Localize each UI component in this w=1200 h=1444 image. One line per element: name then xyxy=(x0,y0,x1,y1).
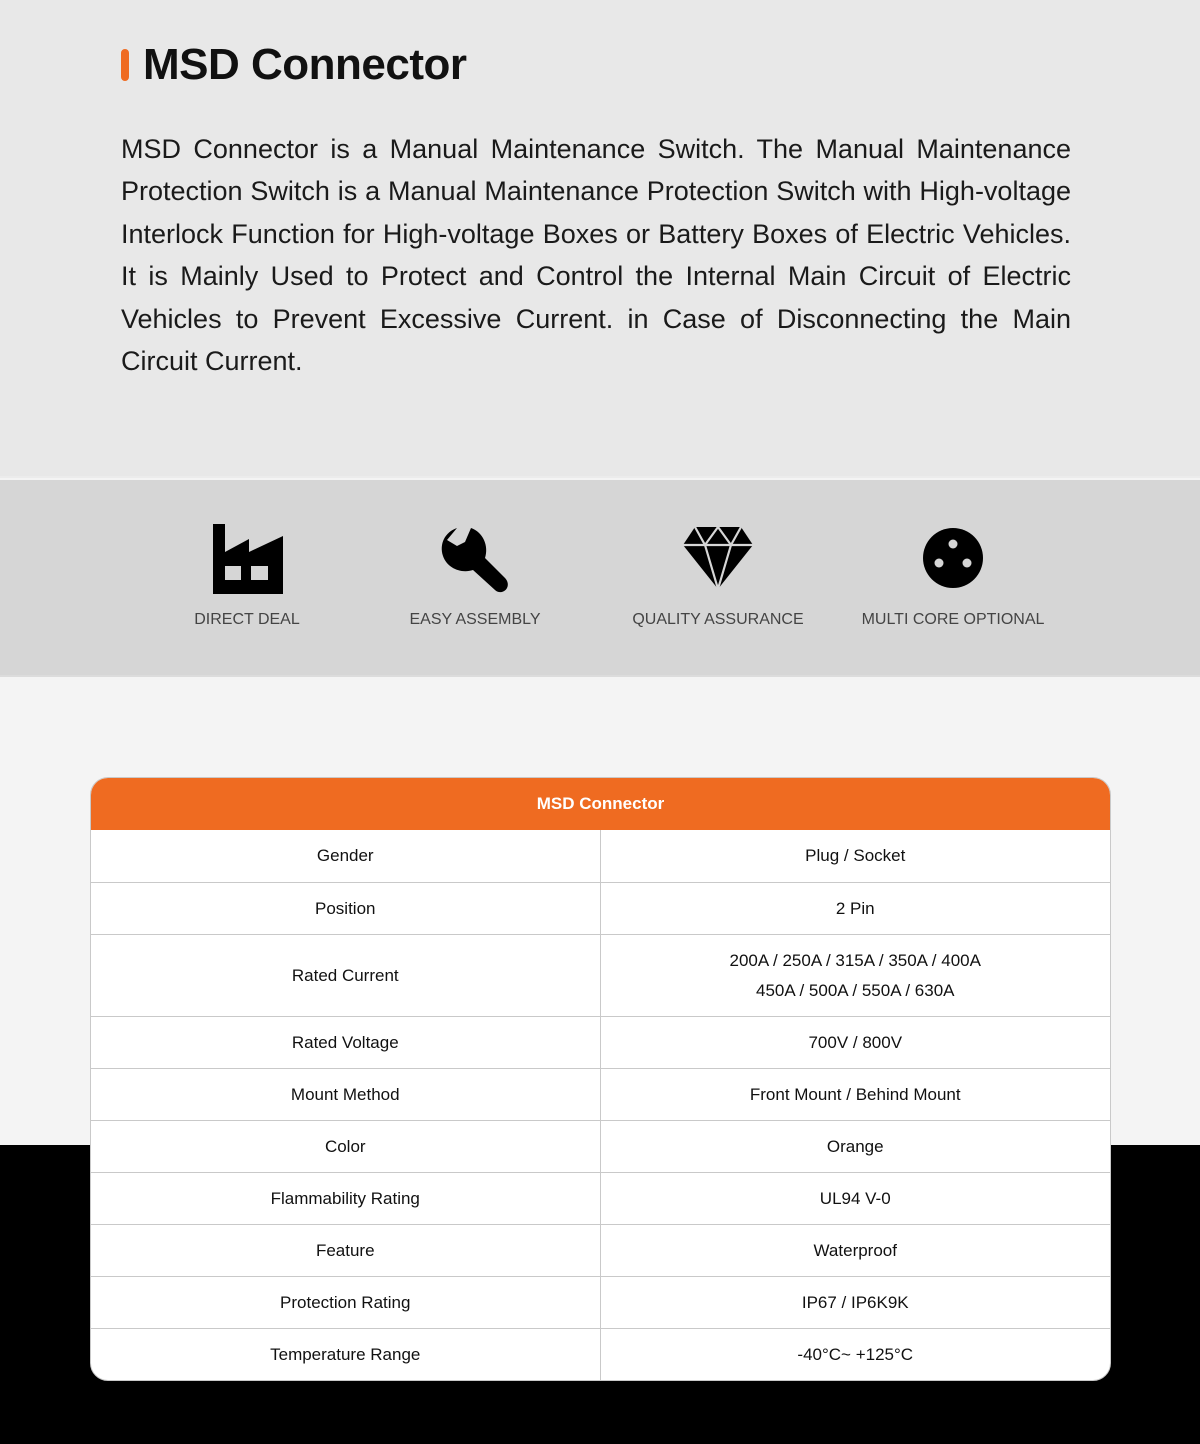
feature-easy-assembly xyxy=(355,518,595,629)
wrench-icon xyxy=(435,518,515,598)
table-row xyxy=(91,830,1110,882)
spec-label: Protection Rating xyxy=(91,1277,601,1328)
spec-value-line: Orange xyxy=(826,1136,884,1156)
table-row xyxy=(91,934,1110,1016)
spec-value-line: -40°C~ +125°C xyxy=(797,1344,914,1364)
spec-value-line: Front Mount / Behind Mount xyxy=(749,1084,961,1104)
feature-label: EASY ASSEMBLY xyxy=(409,611,541,628)
spec-table xyxy=(90,777,1111,1381)
spec-table-title: MSD Connector xyxy=(91,778,1110,830)
heading-accent-bar xyxy=(121,49,129,81)
feature-direct-deal xyxy=(127,518,367,629)
spec-value xyxy=(601,883,1111,934)
table-row xyxy=(91,1328,1110,1380)
spec-value xyxy=(601,1069,1111,1120)
feature-quality-assurance xyxy=(598,518,838,629)
spec-value xyxy=(601,1017,1111,1068)
table-row xyxy=(91,1224,1110,1276)
spec-value xyxy=(601,1225,1111,1276)
table-row xyxy=(91,882,1110,934)
table-row xyxy=(91,1016,1110,1068)
feature-label: QUALITY ASSURANCE xyxy=(632,611,804,628)
spec-value xyxy=(601,830,1111,882)
spec-value-line: Plug / Socket xyxy=(805,846,906,865)
spec-label: Rated Voltage xyxy=(91,1017,601,1068)
spec-label: Color xyxy=(91,1121,601,1172)
spec-value xyxy=(601,1277,1111,1328)
feature-label: MULTI CORE OPTIONAL xyxy=(861,611,1045,628)
spec-label: Rated Current xyxy=(91,935,601,1016)
spec-label: Temperature Range xyxy=(91,1329,601,1380)
intro-section xyxy=(0,0,1200,478)
spec-value xyxy=(601,935,1111,1016)
spec-value-line: 2 Pin xyxy=(835,898,875,918)
spec-value-line: 450A / 500A / 550A / 630A xyxy=(755,980,955,1000)
table-row xyxy=(91,1120,1110,1172)
section-heading xyxy=(121,40,467,90)
spec-label: Flammability Rating xyxy=(91,1173,601,1224)
multi-core-plug-icon xyxy=(913,518,993,598)
spec-label: Mount Method xyxy=(91,1069,601,1120)
spec-label: Gender xyxy=(91,830,601,882)
factory-icon xyxy=(207,518,287,598)
spec-value-line: UL94 V-0 xyxy=(819,1188,891,1208)
spec-label: Position xyxy=(91,883,601,934)
page-title: MSD Connector xyxy=(143,40,467,89)
diamond-icon xyxy=(678,518,758,598)
spec-value xyxy=(601,1121,1111,1172)
table-row xyxy=(91,1068,1110,1120)
feature-multi-core-optional xyxy=(833,518,1073,629)
spec-value-line: 200A / 250A / 315A / 350A / 400A xyxy=(729,950,981,970)
features-strip xyxy=(0,480,1200,677)
spec-value-line: IP67 / IP6K9K xyxy=(801,1292,909,1312)
product-description: MSD Connector is a Manual Maintenance Switch. The Manual Maintenance Protection Switch is a Manual Maintenance Protection Switch with High-voltage Interlock Function for High-voltage Boxes or Battery Boxes of Electric Vehicles. It is Mainly Used to Protect and Control the Internal Main Circuit of Electric Vehicles to Prevent Excessive Current. in Case of Disconnecting the Main Circuit Current. xyxy=(121,134,1071,377)
table-row xyxy=(91,1172,1110,1224)
spec-label: Feature xyxy=(91,1225,601,1276)
spec-value-line: 700V / 800V xyxy=(808,1032,903,1052)
spec-table-body xyxy=(91,830,1110,1380)
spec-value xyxy=(601,1173,1111,1224)
table-row xyxy=(91,1276,1110,1328)
spec-value-line: Waterproof xyxy=(813,1240,897,1260)
feature-label: DIRECT DEAL xyxy=(194,611,300,628)
spec-value xyxy=(601,1329,1111,1380)
